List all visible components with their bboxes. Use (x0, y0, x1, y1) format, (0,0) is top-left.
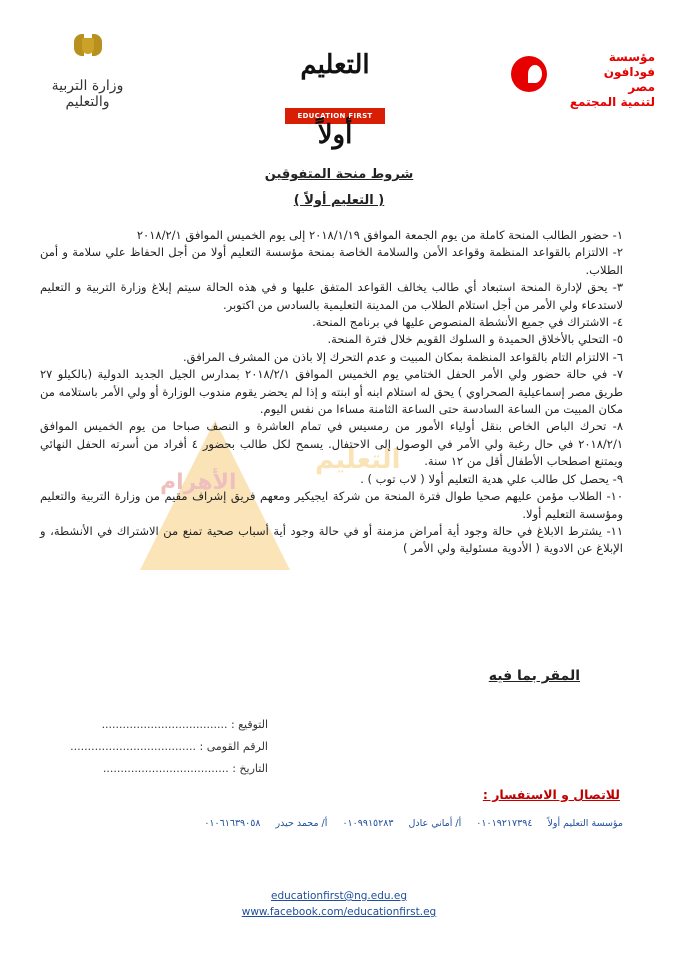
contact-org: مؤسسة التعليم أولاً (547, 818, 623, 829)
signature-dots: .................................... (101, 718, 228, 731)
education-first-logo (285, 30, 385, 150)
vodafone-line3: لتنمية المجتمع (569, 95, 655, 109)
contact-person-2: أ/ محمد حيدر (275, 818, 328, 829)
term-item: ٦- الالتزام التام بالقواعد المنظمة بمكان المبيت و عدم التحرك إلا باذن من المشرف المرافق. (183, 349, 623, 364)
watermark-word-1: الأهرام (160, 470, 237, 495)
vodafone-line2: مصر (628, 80, 655, 94)
terms-list (40, 227, 623, 558)
national-id-label: الرقم القومى : (199, 740, 268, 753)
document-subtitle: ( التعليم أولاً ) (293, 193, 385, 208)
term-item: ٩- يحصل كل طالب علي هدية التعليم أولا ( لاب توب ) . (360, 471, 623, 486)
term-item: ٤- الاشتراك في جميع الأنشطة المنصوص عليها في برنامج المنحة. (312, 315, 623, 330)
eagle-emblem-icon (74, 30, 102, 64)
facebook-link[interactable]: www.facebook.com/educationfirst.eg (241, 906, 437, 918)
education-first-arabic: التعليم أولاً (300, 50, 370, 150)
term-item: ٥- التحلي بالأخلاق الحميدة و السلوك القويم خلال فترة المنحة. (327, 332, 623, 347)
email-link[interactable]: educationfirst@ng.edu.eg (270, 890, 408, 902)
term-item: ٣- يحق لإدارة المنحة استبعاد أي طالب يخالف القواعد المتفق عليها و في هذه الحالة سيتم إبلاغ وزارة التربية و التعليم لاستدعاء ولي الأمر من أجل استلام الطلاب من المدينة التعليمية بالسادس من اكتوبر. (40, 280, 623, 312)
date-dots: .................................... (102, 762, 229, 775)
letterhead (0, 0, 678, 150)
date-label: التاريخ : (232, 762, 268, 775)
national-id-dots: .................................... (70, 740, 197, 753)
signature-field (40, 718, 268, 731)
signature-title: المقر بما فيه (488, 668, 580, 684)
ministry-name: وزارة التربية والتعليم (51, 78, 124, 110)
term-item: ٨- تحرك الباص الخاص بنقل أولياء الأمور من رمسيس في تمام العاشرة و النصف صباحا من يوم الخميس الموافق ٢٠١٨/٢/١ في حال رغبة ولي الأمر في الوصول إلى الاحتفال. يسمح لكل طالب بحضور ٤ أفراد من أسرته الحفل النهائي ويمتنع اصطحاب الأطفال أقل من ١٢ سنة. (40, 419, 623, 469)
contact-phone-2: ٠١٠٩٩١٥٢٨٣ (342, 818, 394, 829)
national-id-field (40, 740, 268, 753)
date-field (40, 762, 268, 775)
vodafone-icon (511, 56, 547, 92)
ministry-logo (40, 30, 135, 115)
contact-phone-1: ٠١٠١٩٢١٧٣٩٤ (476, 818, 533, 829)
contact-phone-3: ٠١٠٦١٦٣٩٠٥٨ (204, 818, 261, 829)
term-item: ١١- يشترط الابلاغ في حالة وجود أية أمراض مزمنة أو في حالة وجود أية أسباب صحية تمنع من الاشتراك في الأنشطة، و الإبلاغ عن الادوية ( الأدوية مسئولية ولي الأمر ) (40, 523, 623, 556)
contact-line (40, 818, 623, 829)
contact-title: للاتصال و الاستفسار : (482, 787, 620, 802)
term-item: ١٠- الطلاب مؤمن عليهم صحيا طوال فترة المنحة من شركة ايجيكير ومعهم فريق إشراف مقيم من وزارة التربية والتعليم ومؤسسة التعليم أولا. (40, 489, 623, 521)
education-first-english: EDUCATION FIRST (285, 108, 385, 124)
term-item: ١- حضور الطالب المنحة كاملة من يوم الجمعة الموافق ٢٠١٨/١/١٩ إلى يوم الخميس الموافق ٢٠١٨/٢/١ (136, 228, 623, 242)
vodafone-line1: مؤسسة فودافون (603, 50, 655, 79)
vodafone-foundation-logo (505, 50, 655, 110)
term-item: ٧- في حالة حضور ولي الأمر الحفل الختامي يوم الخميس الموافق ٢٠١٨/٢/١ بمدارس الجيل الجديد الدولية (بالكيلو ٢٧ طريق مصر إسماعيلية الصحراوي ) يحق له استلام ابنه أو ابنته و إذا لم يحضر يقوم مندوب الوزارة أو ولي الأمر باستلامه من مكان المبيت من الساعة السادسة حتى الساعة الثامنة مساءا من نفس اليوم. (40, 367, 623, 417)
watermark-word-2: التعليم (315, 445, 401, 475)
contact-person-1: أ/ أماني عادل (408, 818, 462, 829)
term-item: ٢- الالتزام بالقواعد المنظمة وقواعد الأمن والسلامة الخاصة بمنحة مؤسسة التعليم أولا من أجل الحفاظ علي سلامة و أمن الطلاب. (40, 245, 623, 277)
signature-label: التوقيع : (230, 718, 268, 731)
document-title: شروط منحة المتفوقين (264, 167, 414, 182)
